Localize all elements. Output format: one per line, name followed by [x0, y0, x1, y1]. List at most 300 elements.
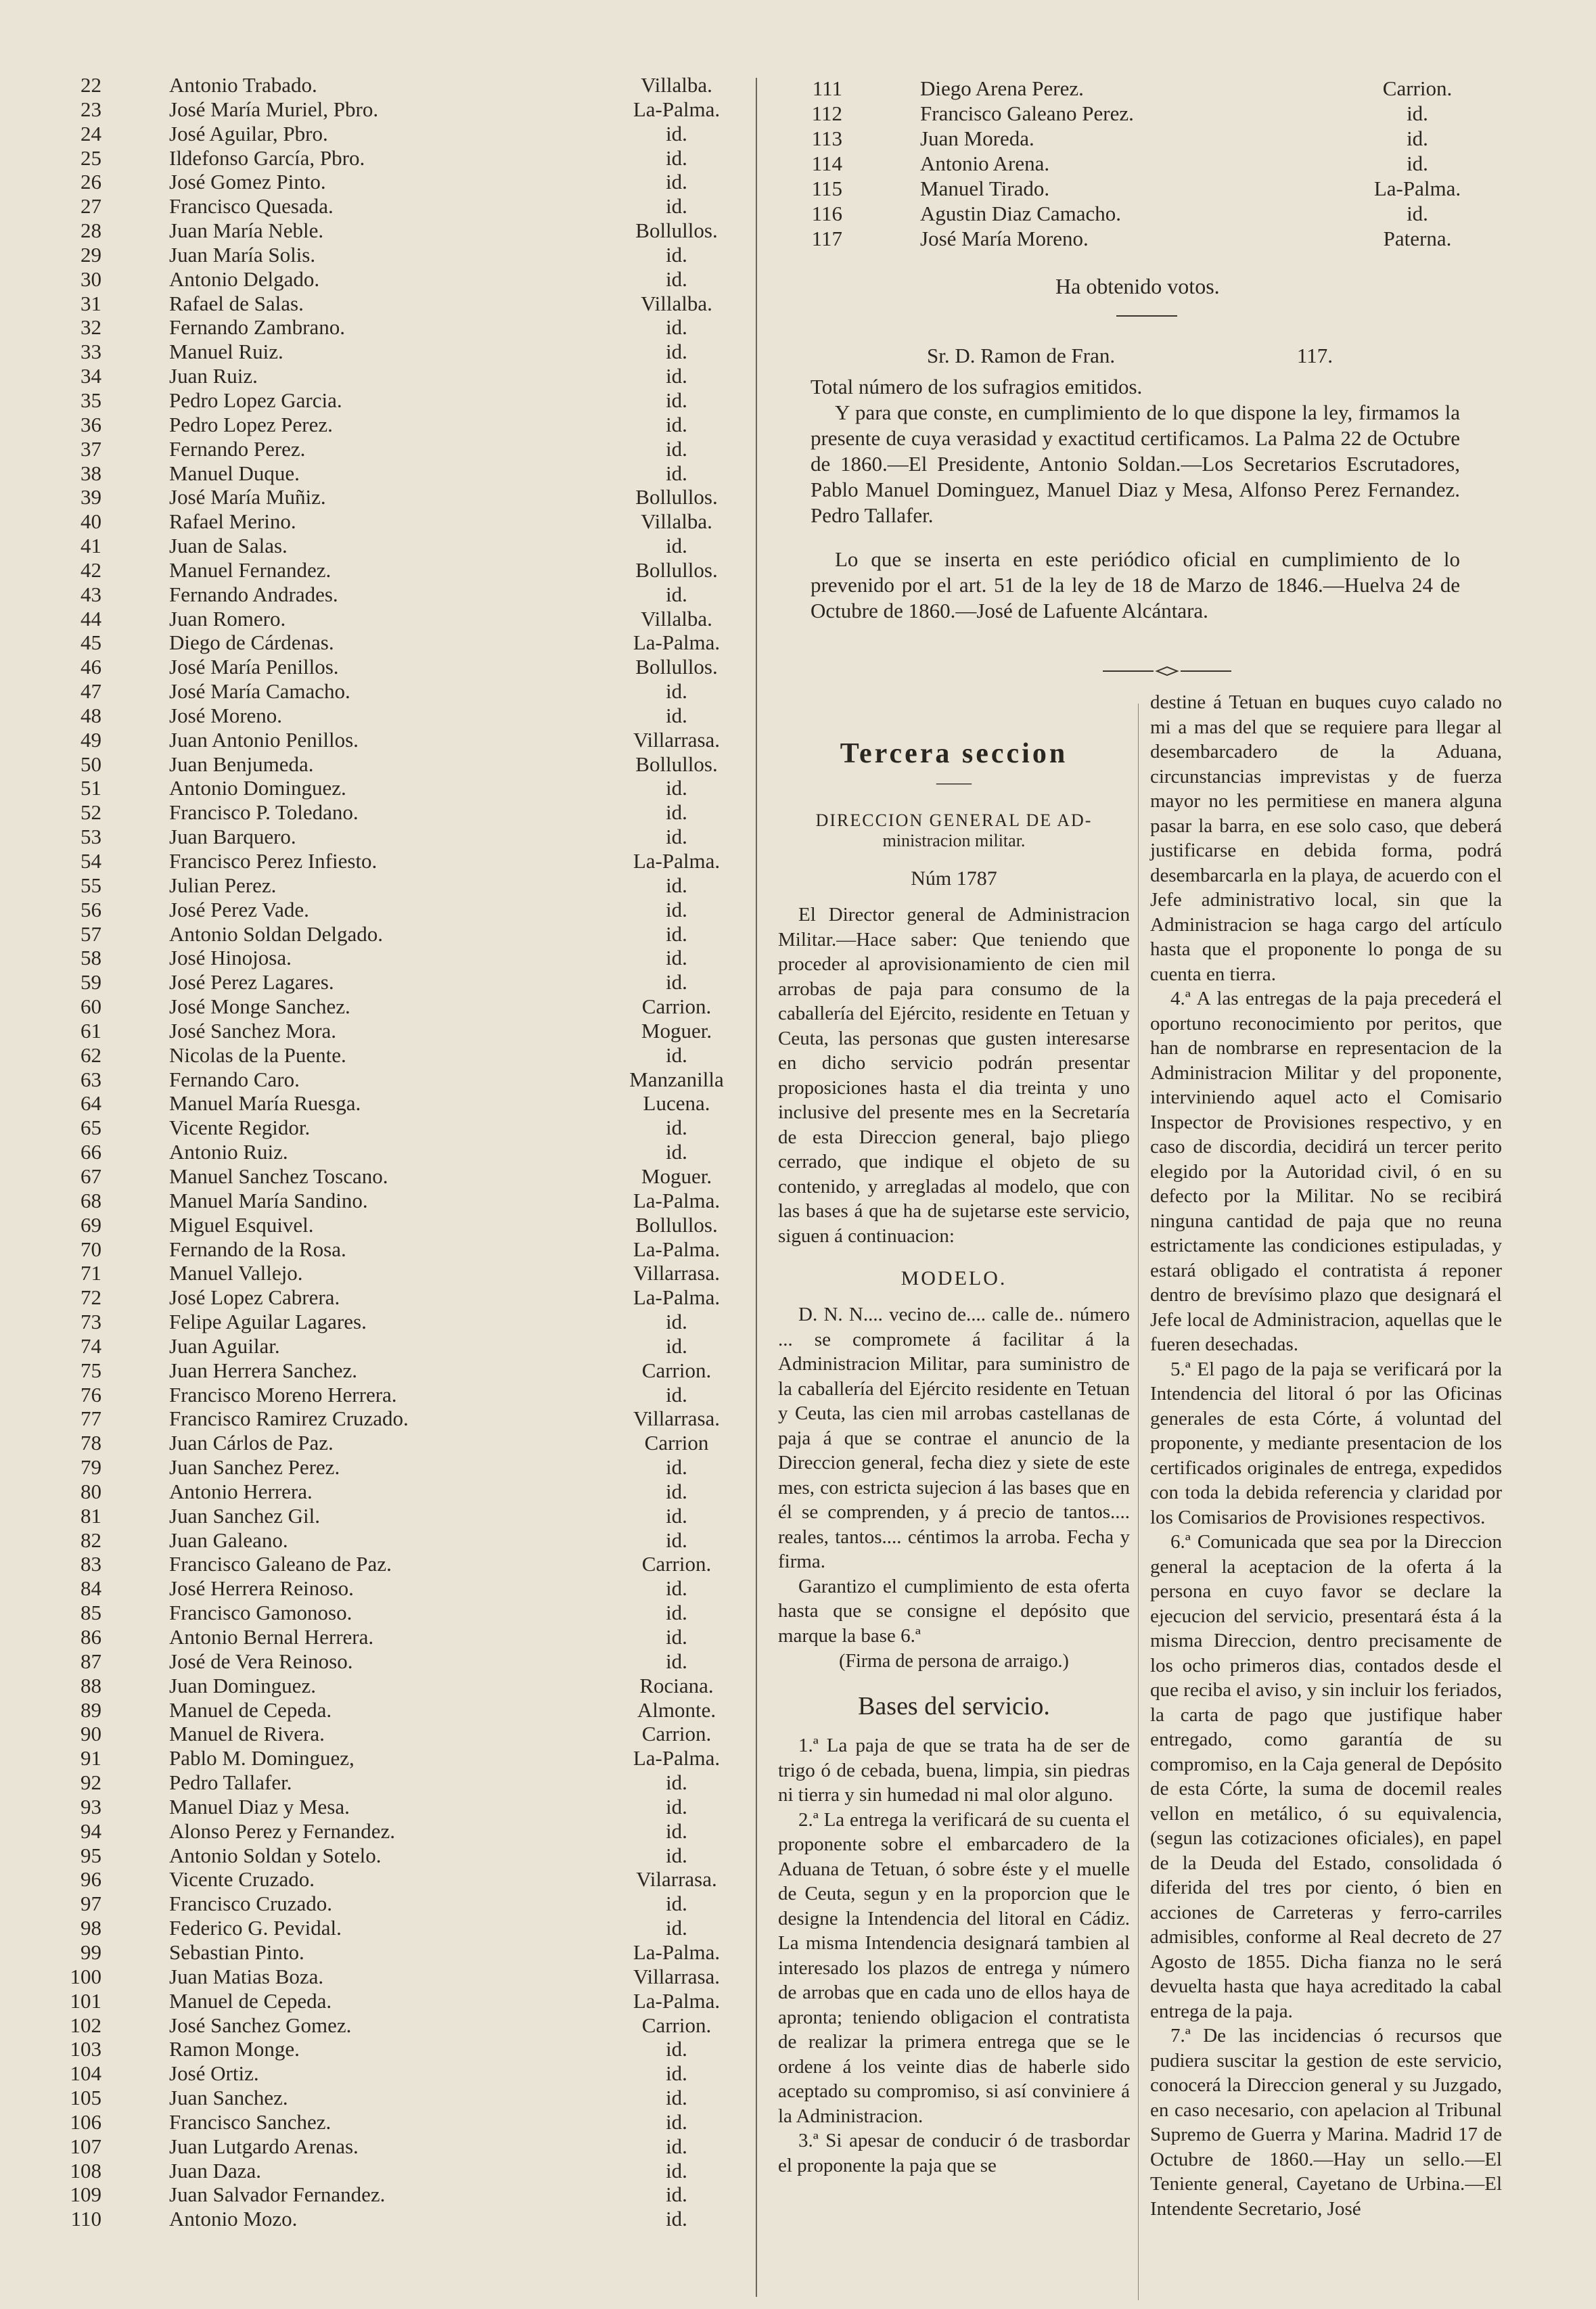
voter-number: 37 [81, 436, 101, 461]
voter-name: Diego de Cárdenas. [169, 631, 334, 655]
voter-row [41, 1091, 744, 1116]
voter-place: id. [666, 825, 687, 849]
voter-place: Carrion. [641, 1552, 712, 1576]
voter-row [41, 292, 744, 316]
voter-row [41, 1965, 744, 1989]
voter-place: id. [666, 1455, 687, 1480]
voter-number: 81 [81, 1503, 101, 1528]
voter-row [41, 1140, 744, 1164]
voter-place: Carrion. [1382, 76, 1453, 100]
voter-place: id. [666, 1333, 687, 1358]
voter-name: Fernando Caro. [169, 1067, 300, 1091]
voter-row [41, 2110, 744, 2134]
voter-row [41, 388, 744, 413]
voter-name: Sebastian Pinto. [169, 1940, 304, 1964]
voter-number: 87 [81, 1649, 101, 1673]
voter-place: id. [666, 340, 687, 364]
voter-name: Juan de Salas. [169, 534, 288, 558]
voter-place: La-Palma. [633, 849, 721, 873]
voter-row [41, 1480, 744, 1504]
voter-place: Villarrasa. [633, 1261, 721, 1285]
base-5 [1150, 1357, 1502, 1530]
voter-row [781, 226, 1478, 251]
voter-name: Manuel de Cepeda. [169, 1697, 332, 1722]
voter-number: 30 [81, 267, 101, 291]
voter-place: id. [666, 582, 687, 606]
voter-number: 116 [811, 202, 842, 225]
voter-place: La-Palma. [633, 1188, 721, 1212]
voter-name: Manuel Sanchez Toscano. [169, 1164, 388, 1188]
closing-paragraph [811, 374, 1460, 528]
voter-row [41, 1043, 744, 1068]
voter-row [41, 1504, 744, 1528]
voter-name: José María Camacho. [169, 679, 350, 704]
voter-name: Francisco Sanchez. [169, 2109, 332, 2134]
voter-row [41, 340, 744, 364]
voter-row [41, 607, 744, 631]
voter-name: Juan Cárlos de Paz. [169, 1431, 334, 1455]
voter-place: Villalba. [641, 606, 712, 631]
column-rule [756, 78, 757, 2297]
voter-name: Juan Moreda. [920, 127, 1034, 150]
voter-place: La-Palma. [633, 631, 721, 655]
candidate-votes: 117. [1296, 344, 1333, 367]
voter-place: La-Palma. [633, 1285, 721, 1310]
voter-row [41, 1528, 744, 1553]
voter-row [41, 1552, 744, 1576]
voter-number: 62 [81, 1043, 101, 1067]
voter-name: José Ortiz. [169, 2061, 259, 2086]
voter-number: 49 [81, 727, 101, 752]
voter-row [41, 1019, 744, 1043]
voter-number: 52 [81, 800, 101, 825]
voter-place: id. [666, 1601, 687, 1625]
bases-title: Bases del servicio. [858, 1692, 1050, 1720]
voter-row [41, 534, 744, 558]
voter-row [41, 1164, 744, 1189]
base-1 [778, 1733, 1130, 1808]
voter-row [781, 201, 1478, 226]
voter-number: 77 [81, 1407, 101, 1431]
voter-number: 66 [81, 1140, 101, 1164]
voter-number: 92 [81, 1770, 101, 1795]
voter-number: 91 [81, 1746, 101, 1770]
voter-place: id. [666, 145, 687, 170]
voter-place: id. [666, 267, 687, 291]
voter-row [41, 73, 744, 97]
voter-name: Nicolas de la Puente. [169, 1043, 346, 1067]
voter-place: id. [666, 1770, 687, 1795]
voter-name: José de Vera Reinoso. [169, 1649, 353, 1673]
voter-place: La-Palma. [633, 1237, 721, 1261]
voter-number: 34 [81, 364, 101, 388]
voter-place: id. [666, 1649, 687, 1673]
guarantee-text-body: Garantizo el cumplimiento de esta oferta hasta que se consigne el depósito que marque la base 6.ª [778, 1575, 1130, 1647]
voter-name: Antonio Herrera. [169, 1479, 313, 1503]
voter-row [41, 243, 744, 267]
voter-name: Francisco Gamonoso. [169, 1601, 352, 1625]
voter-place: id. [666, 679, 687, 704]
voter-name: José Sanchez Mora. [169, 1018, 337, 1043]
voter-number: 54 [81, 849, 101, 873]
voter-place: id. [666, 776, 687, 800]
voter-number: 32 [81, 315, 101, 340]
column-rule-right [1138, 704, 1139, 2300]
voter-number: 110 [70, 2207, 101, 2231]
voter-name: José Perez Vade. [169, 897, 309, 921]
voter-row [41, 2207, 744, 2231]
voter-row [41, 1674, 744, 1698]
voter-place: Rociana. [639, 1673, 714, 1697]
voter-place: id. [666, 970, 687, 995]
voter-row [41, 219, 744, 243]
voter-place: id. [666, 194, 687, 219]
voter-place: id. [666, 1310, 687, 1334]
voter-row [41, 1916, 744, 1940]
voter-number: 93 [81, 1794, 101, 1819]
base-6-text: 6.ª Comunicada que sea por la Direccion general la aceptacion de la oferta á la persona en cuyo favor se declare la ejecucion del servicio, presentará ésta á la misma Direccion, dentro precisamente de los ocho primeros dias, contados desde el que reciba el aviso, y sin incluir los feriados, la carta de pago que justifique haber entregado, como garantía de su compromiso, en la Caja general de Depósito de esta Córte, la suma de docemil reales vellon en metálico, ó su equivalencia, (segun las cotizaciones oficiales), en papel de la Deuda del Estado, consolidada ó diferida del tres por ciento, ó bien en acciones de Carreteras y ferro-carriles admisibles, conforme al Real decreto de 27 Agosto de 1855. Dicha fianza no le será devuelta hasta que haya acreditado la cabal entrega de la paja. [1150, 1531, 1502, 2022]
voter-number: 78 [81, 1431, 101, 1455]
voter-name: Antonio Ruiz. [169, 1140, 288, 1164]
section-dash: —— [936, 773, 972, 792]
voter-row [41, 2159, 744, 2183]
voter-name: Pedro Tallafer. [169, 1770, 292, 1795]
voter-number: 82 [81, 1528, 101, 1552]
voter-place: id. [666, 1625, 687, 1649]
voter-place: id. [666, 2086, 687, 2110]
voter-row [41, 1698, 744, 1722]
voter-place: La-Palma. [633, 1940, 721, 1964]
voter-row [41, 873, 744, 898]
voter-place: Carrion. [641, 995, 712, 1019]
voter-number: 67 [81, 1164, 101, 1188]
voter-place: La-Palma. [633, 97, 721, 121]
voter-number: 31 [81, 291, 101, 315]
voter-row [781, 176, 1478, 201]
voter-row [41, 752, 744, 777]
voter-number: 107 [70, 2134, 101, 2158]
voter-name: Juan Matias Boza. [169, 1964, 324, 1988]
voter-place: Villarrasa. [633, 727, 721, 752]
voter-row [41, 1310, 744, 1334]
voter-row [41, 776, 744, 800]
voter-place: Bollullos. [635, 752, 718, 776]
separator-ornament [1103, 666, 1231, 676]
voter-number: 103 [70, 2037, 101, 2061]
voter-number: 38 [81, 461, 101, 485]
voter-row [41, 1770, 744, 1795]
voter-list-left [41, 73, 744, 2231]
voter-row [41, 582, 744, 607]
voter-place: Bollullos. [635, 1212, 718, 1237]
voter-number: 105 [70, 2086, 101, 2110]
voter-number: 63 [81, 1067, 101, 1091]
voter-name: Manuel de Cepeda. [169, 1988, 332, 2013]
voter-number: 88 [81, 1673, 101, 1697]
voter-name: Alonso Perez y Fernandez. [169, 1819, 396, 1843]
voter-row [41, 267, 744, 292]
base-3 [778, 2128, 1130, 2178]
voter-place: id. [666, 873, 687, 897]
voter-name: José María Moreno. [920, 227, 1089, 250]
voter-number: 84 [81, 1576, 101, 1601]
voter-place: id. [666, 2134, 687, 2158]
voter-name: Juan Benjumeda. [169, 752, 314, 776]
voter-name: Antonio Trabado. [169, 73, 317, 97]
notice-intro [778, 902, 1130, 1248]
voter-number: 109 [70, 2182, 101, 2207]
voter-number: 115 [811, 177, 842, 200]
voter-number: 85 [81, 1601, 101, 1625]
voter-name: Juan Salvador Fernandez. [169, 2182, 386, 2207]
base-4 [1150, 986, 1502, 1357]
base-4-text: 4.ª A las entregas de la paja precederá el oportuno reconocimiento por peritos, que han de nombrarse en representacion de la Administracion Militar y del proponente, interviniendo aquel acto el Comisario Inspector de Provisiones respectivo, y en caso de discordia, decidirá un tercer perito elegido por la Autoridad civil, ó en su defecto por la Militar. No se recibirá ninguna cantidad de paja que no reuna estrictamente las condiciones estipuladas, y estará obligado el contratista á reponer dentro de brevísimo plazo que designará el Jefe local de Administracion, aquellas que le fueren desechadas. [1150, 988, 1502, 1355]
voter-place: id. [666, 921, 687, 946]
voter-number: 101 [70, 1988, 101, 2013]
note-text: Lo que se inserta en este periódico oficial en cumplimiento de lo prevenido por el art. 51 de la ley de 18 de Marzo de 1846.—Huelva 24 de Octubre de 1860.—José de Lafuente Alcántara. [811, 547, 1460, 622]
voter-place: id. [666, 461, 687, 485]
voter-place: id. [666, 315, 687, 340]
model-title: MODELO. [900, 1267, 1007, 1289]
voter-number: 40 [81, 509, 101, 534]
voter-number: 44 [81, 606, 101, 631]
voter-place: Bollullos. [635, 485, 718, 509]
voter-number: 86 [81, 1625, 101, 1649]
voter-number: 55 [81, 873, 101, 897]
voter-row [41, 1407, 744, 1431]
voter-name: Juan Sanchez Gil. [169, 1503, 320, 1528]
voter-place: id. [666, 2037, 687, 2061]
voter-number: 64 [81, 1091, 101, 1116]
voter-name: José Herrera Reinoso. [169, 1576, 354, 1601]
voter-row [41, 946, 744, 970]
base-2 [778, 1808, 1130, 2129]
voter-place: id. [666, 1479, 687, 1503]
voter-place: id. [666, 121, 687, 145]
voter-place: Bollullos. [635, 219, 718, 243]
voter-place: Villarrasa. [633, 1964, 721, 1988]
voter-row [41, 437, 744, 461]
section-title: Tercera seccion [840, 738, 1068, 769]
voter-name: José Perez Lagares. [169, 970, 334, 995]
voter-number: 76 [81, 1382, 101, 1407]
voter-place: La-Palma. [633, 1988, 721, 2013]
voter-place: id. [666, 1140, 687, 1164]
voter-row [41, 1431, 744, 1455]
voter-row [41, 1116, 744, 1140]
voter-name: Manuel de Rivera. [169, 1722, 325, 1746]
voter-place: id. [666, 170, 687, 194]
voter-number: 48 [81, 703, 101, 727]
voter-name: José María Penillos. [169, 655, 339, 679]
voter-place: id. [666, 2109, 687, 2134]
voter-row [41, 800, 744, 825]
voter-place: id. [666, 1528, 687, 1552]
voter-name: Fernando Perez. [169, 436, 306, 461]
voter-name: Manuel Ruiz. [169, 340, 283, 364]
voter-name: Pedro Lopez Garcia. [169, 388, 342, 412]
voter-name: Fernando Zambrano. [169, 315, 345, 340]
voter-row [41, 1213, 744, 1237]
voter-place: id. [1407, 202, 1428, 225]
voter-row [41, 2037, 744, 2061]
notice-number: Núm 1787 [911, 867, 997, 890]
voter-row [781, 151, 1478, 176]
voter-number: 22 [81, 73, 101, 97]
voter-place: id. [666, 800, 687, 825]
voter-row [41, 509, 744, 534]
voter-place: La-Palma. [1373, 177, 1461, 200]
voter-number: 24 [81, 121, 101, 145]
voter-number: 57 [81, 921, 101, 946]
voter-place: id. [666, 2182, 687, 2207]
voter-number: 53 [81, 825, 101, 849]
base-3-text: 3.ª Si apesar de conducir ó de trasbordar el proponente la paja que se [778, 2130, 1130, 2176]
voter-row [781, 101, 1478, 126]
voter-place: id. [666, 1576, 687, 1601]
voter-name: Julian Perez. [169, 873, 277, 897]
base-1-text: 1.ª La paja de que se trata ha de ser de trigo ó de cebada, buena, limpia, sin piedras ni tierra y sin humedad ni mal olor alguno. [778, 1735, 1130, 1806]
voter-row [41, 995, 744, 1019]
voter-place: id. [1407, 101, 1428, 125]
voter-name: Manuel María Ruesga. [169, 1091, 361, 1116]
voter-name: Juan Galeano. [169, 1528, 288, 1552]
voter-row [781, 126, 1478, 151]
publication-note [811, 547, 1460, 624]
voter-name: Pablo M. Dominguez, [169, 1746, 355, 1770]
voter-number: 47 [81, 679, 101, 704]
voter-place: Moguer. [641, 1164, 712, 1188]
signature-note: (Firma de persona de arraigo.) [839, 1651, 1069, 1672]
voter-name: Juan Barquero. [169, 825, 296, 849]
voter-number: 117 [811, 227, 842, 250]
voter-name: Fernando Andrades. [169, 582, 338, 606]
voter-name: Juan Lutgardo Arenas. [169, 2134, 359, 2158]
voter-number: 99 [81, 1940, 101, 1964]
voter-number: 51 [81, 776, 101, 800]
votes-heading: Ha obtenido votos. [1055, 274, 1220, 298]
voter-number: 43 [81, 582, 101, 606]
voter-place: Carrion. [641, 1722, 712, 1746]
voter-number: 102 [70, 2013, 101, 2037]
voter-row [41, 2061, 744, 2086]
voter-place: Bollullos. [635, 557, 718, 582]
voter-number: 33 [81, 340, 101, 364]
voter-name: Federico G. Pevidal. [169, 1916, 342, 1940]
voter-row [41, 122, 744, 146]
voter-row [41, 1892, 744, 1916]
voter-place: id. [666, 1843, 687, 1867]
voter-row [41, 1625, 744, 1649]
voter-place: id. [666, 1819, 687, 1843]
notice-intro-text: El Director general de Administracion Militar.—Hace saber: Que teniendo que proceder al aprovisionamiento de cien mil arrobas de paja para consumo de la caballería del Ejército, residente en Tetuan y Ceuta, las personas que gusten interesarse en dicho servicio podrán presentar proposiciones hasta el dia treinta y uno inclusive del presente mes en la Secretaría de esta Direccion general, bajo pliego cerrado, que indique el objeto de su contenido, y arregladas al modelo, que con las bases á que ha de sujetarse este servicio, siguen á continuacion: [778, 904, 1130, 1247]
voter-number: 73 [81, 1310, 101, 1334]
voter-name: José Lopez Cabrera. [169, 1285, 340, 1310]
voter-number: 106 [70, 2109, 101, 2134]
voter-number: 41 [81, 534, 101, 558]
voter-row [41, 1819, 744, 1844]
base-6 [1150, 1530, 1502, 2024]
voter-row [41, 413, 744, 437]
voter-name: Antonio Dominguez. [169, 776, 346, 800]
voter-number: 59 [81, 970, 101, 995]
voter-name: Manuel Diaz y Mesa. [169, 1794, 350, 1819]
voter-name: José Hinojosa. [169, 946, 292, 970]
base-7 [1150, 2024, 1502, 2221]
voter-number: 113 [811, 127, 842, 150]
voter-row [41, 1746, 744, 1770]
model-text-body: D. N. N.... vecino de.... calle de.. número ... se compromete á facilitar á la Administracion Militar, para suministro de la caballería del Ejército residente en Tetuan y Ceuta, las cien mil arrobas castellanas de paja á que se contrae el anuncio de la Direccion general, fecha diez y siete de este mes, con estricta sujecion á las bases que en él se comprenden, y á precio de tantos.... reales, tantos.... céntimos la arroba. Fecha y firma. [778, 1304, 1130, 1572]
voter-row [41, 194, 744, 219]
voter-name: Francisco Galeano de Paz. [169, 1552, 392, 1576]
voter-number: 70 [81, 1237, 101, 1261]
voter-place: id. [1407, 127, 1428, 150]
voter-row [41, 825, 744, 849]
voter-number: 114 [811, 152, 842, 175]
voter-name: Miguel Esquivel. [169, 1212, 314, 1237]
voter-row [41, 922, 744, 946]
voter-place: id. [666, 388, 687, 412]
voter-name: Juan Ruiz. [169, 364, 258, 388]
voter-place: id. [666, 2207, 687, 2231]
voter-number: 28 [81, 219, 101, 243]
voter-name: Vicente Regidor. [169, 1116, 311, 1140]
voter-name: Francisco Galeano Perez. [920, 101, 1134, 125]
voter-number: 36 [81, 412, 101, 436]
voter-number: 95 [81, 1843, 101, 1867]
voter-row [41, 315, 744, 340]
voter-number: 98 [81, 1916, 101, 1940]
voter-place: Carrion. [641, 1358, 712, 1382]
voter-name: Manuel Tirado. [920, 177, 1050, 200]
voter-name: José Moreno. [169, 703, 283, 727]
voter-name: Juan María Neble. [169, 219, 324, 243]
voter-number: 83 [81, 1552, 101, 1576]
voter-name: Diego Arena Perez. [920, 76, 1084, 100]
voter-number: 90 [81, 1722, 101, 1746]
voter-place: id. [666, 946, 687, 970]
voter-name: Francisco Cruzado. [169, 1892, 333, 1916]
voter-name: Juan Dominguez. [169, 1673, 316, 1697]
voter-number: 79 [81, 1455, 101, 1480]
voter-row [41, 1189, 744, 1213]
voter-number: 58 [81, 946, 101, 970]
voter-place: Moguer. [641, 1018, 712, 1043]
voter-place: id. [666, 703, 687, 727]
voter-number: 39 [81, 485, 101, 509]
voter-number: 23 [81, 97, 101, 121]
voter-row [781, 76, 1478, 101]
voter-place: id. [666, 897, 687, 921]
voter-number: 94 [81, 1819, 101, 1843]
voter-place: Vilarrasa. [636, 1867, 717, 1892]
voter-number: 108 [70, 2158, 101, 2182]
voter-name: Juan María Solis. [169, 242, 316, 267]
voter-place: Carrion. [641, 2013, 712, 2037]
voter-name: Antonio Soldan y Sotelo. [169, 1843, 382, 1867]
voter-place: id. [666, 242, 687, 267]
voter-name: Francisco Moreno Herrera. [169, 1382, 397, 1407]
voter-name: Antonio Arena. [920, 152, 1050, 175]
voter-place: Manzanilla [629, 1067, 724, 1091]
voter-row [41, 485, 744, 509]
voter-row [41, 97, 744, 122]
voter-number: 42 [81, 557, 101, 582]
voter-number: 69 [81, 1212, 101, 1237]
voter-place: id. [666, 1043, 687, 1067]
voter-name: Juan Antonio Penillos. [169, 727, 359, 752]
voter-number: 29 [81, 242, 101, 267]
